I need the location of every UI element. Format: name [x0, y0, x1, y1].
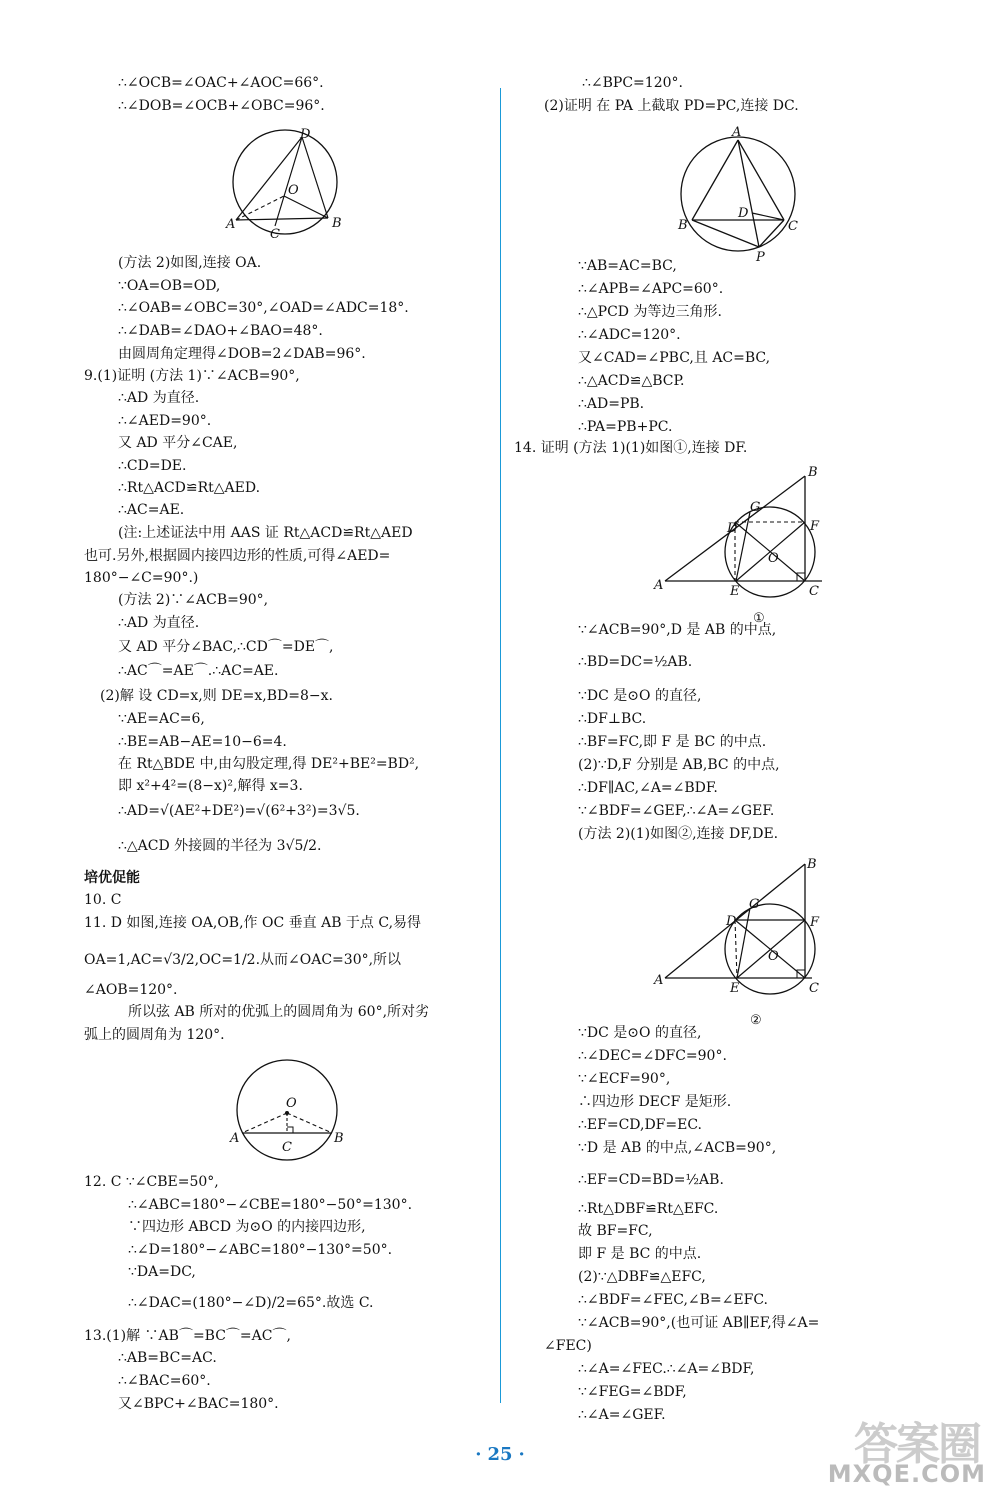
fig1-label-d: D [300, 128, 311, 142]
text-line: ∵四边形 ABCD 为⊙O 的内接四边形, [128, 1219, 366, 1235]
text-line: ∴∠OAB=∠OBC=30°,∠OAD=∠ADC=18°. [118, 300, 409, 316]
text-line: ∴BE=AB−AE=10−6=4. [118, 734, 287, 750]
text-line: ∴∠A=∠FEC.∴∠A=∠BDF, [578, 1361, 755, 1377]
text-line: ∴△PCD 为等边三角形. [578, 304, 722, 320]
figure-right-triangle-1 [650, 462, 830, 627]
text-line: ∵∠BDF=∠GEF,∴∠A=∠GEF. [578, 803, 775, 819]
page-number-dot-right: · [518, 1444, 525, 1465]
fig4-label-a: A [654, 578, 664, 593]
text-line: ∵∠ACB=90°,(也可证 AB∥EF,得∠A= [578, 1315, 820, 1331]
text-line: ∵DA=DC, [128, 1264, 196, 1280]
text-line: 又∠BPC+∠BAC=180°. [118, 1396, 279, 1412]
text-line: ∴∠DEC=∠DFC=90°. [578, 1048, 727, 1064]
text-line: ∵DC 是⊙O 的直径, [578, 1025, 702, 1041]
fig1-label-o: O [288, 183, 299, 198]
figure-right-triangle-2 [650, 854, 830, 1029]
text-line: ∴∠DAC=(180°−∠D)/2=65°.故选 C. [128, 1295, 374, 1311]
text-line: ∴EF=CD,DF=EC. [578, 1117, 703, 1133]
text-line: ∴∠BPC=120°. [582, 75, 683, 91]
text-line: 11. D 如图,连接 OA,OB,作 OC 垂直 AB 于点 C,易得 [84, 915, 422, 931]
text-line: 又 AD 平分∠CAE, [118, 435, 238, 451]
fig3-label-p: P [756, 250, 765, 264]
column-divider [500, 88, 501, 1403]
fig4-label-e: E [730, 584, 740, 599]
text-line: ∴∠APB=∠APC=60°. [578, 281, 724, 297]
text-line: 又∠CAD=∠PBC,且 AC=BC, [578, 350, 771, 366]
fig1-label-b: B [332, 216, 342, 231]
fig5-number: ② [750, 1013, 762, 1028]
text-line: ∴∠AED=90°. [118, 413, 212, 429]
fig3-label-a: A [732, 125, 742, 140]
text-line: 也可.另外,根据圆内接四边形的性质,可得∠AED= [84, 548, 391, 564]
text-line: ∴BD=DC=½AB. [578, 654, 693, 670]
text-line: ∴AD=PB. [578, 396, 645, 412]
text-line: ∴Rt△ACD≌Rt△AED. [118, 480, 261, 496]
text-line: 所以弦 AB 所对的优弧上的圆周角为 60°,所对劣 [128, 1004, 430, 1020]
fig5-label-b: B [807, 857, 817, 872]
fig2-label-a: A [230, 1131, 240, 1146]
text-line: ∵∠FEG=∠BDF, [578, 1384, 687, 1400]
text-line: 12. C ∵∠CBE=50°, [84, 1174, 219, 1190]
text-line: 在 Rt△BDE 中,由勾股定理,得 DE²+BE²=BD², [118, 756, 420, 772]
text-line: (2)解 设 CD=x,则 DE=x,BD=8−x. [100, 688, 333, 704]
text-line: ∴△ACD≌△BCP. [578, 373, 685, 389]
text-line: (方法 2)(1)如图②,连接 DF,DE. [578, 826, 779, 842]
text-line: ∵OA=OB=OD, [118, 278, 221, 294]
text-line: ∴∠ABC=180°−∠CBE=180°−50°=130°. [128, 1197, 413, 1213]
figure-circle-chord [228, 1058, 358, 1170]
text-line: ∵AE=AC=6, [118, 711, 205, 727]
text-line: (方法 2)∵∠ACB=90°, [118, 592, 269, 608]
fig4-number: ① [753, 611, 765, 626]
text-line: ∴DF∥AC,∠A=∠BDF. [578, 780, 718, 796]
fig5-label-e: E [730, 981, 740, 996]
text-line: ∴CD=DE. [118, 458, 187, 474]
fig4-label-c: C [809, 584, 819, 599]
text-line: ∴△ACD 外接圆的半径为 3√5/2. [118, 838, 322, 854]
text-line: 培优促能 [84, 870, 140, 886]
fig4-label-b: B [808, 465, 818, 480]
text-line: 由圆周角定理得∠DOB=2∠DAB=96°. [118, 346, 366, 362]
text-line: ∴AC=AE. [118, 502, 185, 518]
text-line: (2)∵D,F 分别是 AB,BC 的中点, [578, 757, 780, 773]
fig3-label-b: B [678, 218, 688, 233]
text-line: ∴AC⌒=AE⌒.∴AC=AE. [118, 663, 279, 679]
text-line: ∴PA=PB+PC. [578, 419, 673, 435]
fig3-label-c: C [788, 219, 798, 234]
text-line: ∵DC 是⊙O 的直径, [578, 688, 702, 704]
page-number-dot-left: · [475, 1444, 482, 1465]
text-line: ∴∠OCB=∠OAC+∠AOC=66°. [118, 75, 324, 91]
text-line: ∵∠ECF=90°, [578, 1071, 671, 1087]
text-line: ∴Rt△DBF≌Rt△EFC. [578, 1201, 719, 1217]
fig5-label-f: F [810, 915, 820, 930]
text-line: 即 F 是 BC 的中点. [578, 1246, 702, 1262]
fig4-label-o: O [768, 551, 779, 566]
text-line: ∴∠DAB=∠DAO+∠BAO=48°. [118, 323, 323, 339]
text-line: ∵AB=AC=BC, [578, 258, 677, 274]
text-line: 故 BF=FC, [578, 1223, 653, 1239]
text-line: 弧上的圆周角为 120°. [84, 1027, 225, 1043]
text-line: ∴∠ADC=120°. [578, 327, 681, 343]
fig4-label-f: F [810, 519, 820, 534]
text-line: (2)证明 在 PA 上截取 PD=PC,连接 DC. [544, 98, 799, 114]
text-line: ∴AB=BC=AC. [118, 1350, 217, 1366]
fig2-label-b: B [334, 1131, 344, 1146]
text-line: (注:上述证法中用 AAS 证 Rt△ACD≌Rt△AED [118, 525, 413, 541]
figure-circle-doab [225, 128, 355, 243]
text-line: 14. 证明 (方法 1)(1)如图①,连接 DF. [514, 440, 748, 456]
text-line: ∴∠BDF=∠FEC,∠B=∠EFC. [578, 1292, 768, 1308]
fig5-label-c: C [809, 981, 819, 996]
text-line: ∴∠BAC=60°. [118, 1373, 211, 1389]
fig2-label-o: O [286, 1096, 297, 1111]
text-line: 即 x²+4²=(8−x)²,解得 x=3. [118, 778, 303, 794]
figure-triangle-abc [676, 124, 806, 264]
text-line: ∠FEC) [544, 1338, 592, 1354]
text-line: ∠AOB=120°. [84, 982, 178, 998]
text-line: (2)∵△DBF≌△EFC, [578, 1269, 706, 1285]
fig5-label-a: A [654, 973, 664, 988]
text-line: ∴EF=CD=BD=½AB. [578, 1172, 724, 1188]
text-line: ∴∠DOB=∠OCB+∠OBC=96°. [118, 98, 325, 114]
fig2-label-c: C [282, 1140, 292, 1155]
text-line: ∴AD=√(AE²+DE²)=√(6²+3²)=3√5. [118, 803, 360, 819]
text-line: ∴∠A=∠GEF. [578, 1407, 666, 1423]
text-line: ∴AD 为直径. [118, 390, 200, 406]
text-line: (方法 2)如图,连接 OA. [118, 255, 262, 271]
text-line: ∵∠ACB=90°,D 是 AB 的中点, [578, 622, 777, 638]
watermark-url: MXQE.COM [827, 1460, 986, 1488]
text-line: 9.(1)证明 (方法 1)∵∠ACB=90°, [84, 368, 300, 384]
text-line: ∵D 是 AB 的中点,∠ACB=90°, [578, 1140, 777, 1156]
text-line: ∴BF=FC,即 F 是 BC 的中点. [578, 734, 767, 750]
fig5-label-d: D [726, 914, 737, 929]
text-line: ∴四边形 DECF 是矩形. [578, 1094, 732, 1110]
fig5-label-o: O [768, 949, 779, 964]
text-line: 10. C [84, 892, 122, 908]
fig4-label-g: G [750, 500, 761, 515]
watermark-logo: 答案圈 [854, 1419, 980, 1470]
text-line: 180°−∠C=90°.) [84, 570, 199, 586]
text-line: OA=1,AC=√3/2,OC=1/2.从而∠OAC=30°,所以 [84, 952, 402, 968]
fig3-label-d: D [738, 206, 749, 221]
page-number-text: 25 [487, 1444, 513, 1465]
fig1-label-a: A [226, 217, 236, 232]
text-line: ∴∠D=180°−∠ABC=180°−130°=50°. [128, 1242, 393, 1258]
text-line: ∴AD 为直径. [118, 615, 200, 631]
text-line: 13.(1)解 ∵AB⌒=BC⌒=AC⌒, [84, 1328, 291, 1344]
text-line: ∴DF⊥BC. [578, 711, 647, 727]
text-line: 又 AD 平分∠BAC,∴CD⌒=DE⌒, [118, 639, 334, 655]
fig4-label-d: D [727, 521, 738, 536]
fig1-label-c: C [270, 227, 280, 242]
fig5-label-g: G [749, 897, 760, 912]
